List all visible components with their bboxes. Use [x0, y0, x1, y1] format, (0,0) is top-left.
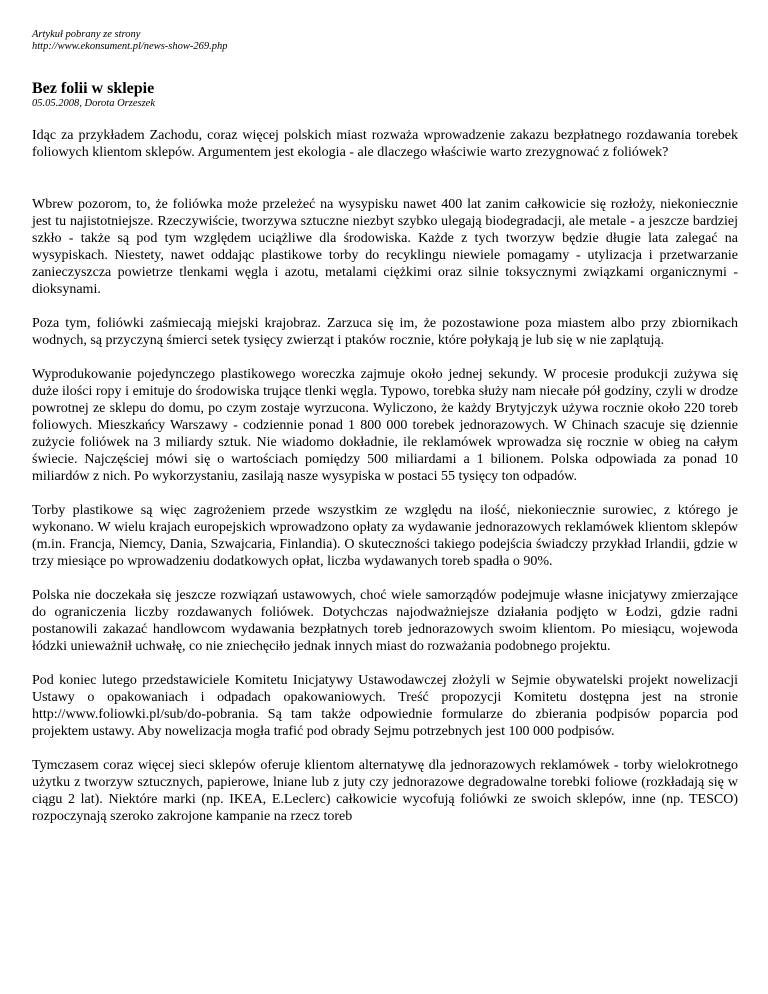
article-paragraph: Torby plastikowe są więc zagrożeniem przede wszystkim ze względu na ilość, niekoniecznie surowiec, z którego je wykonano. W wielu krajach europejskich wprowadzono opłaty za wydawanie jednorazowych reklamówek klientom sklepów (m.in. Francja, Niemcy, Dania, Szwajcaria, Finlandia). O skuteczności takiego podejścia świadczy przykład Irlandii, gdzie w trzy miesiące po wprowadzeniu dodatkowych opłat, liczba wydawanych toreb spadła o 90%.: [32, 503, 738, 569]
article-paragraph: Wyprodukowanie pojedynczego plastikowego woreczka zajmuje około jednej sekundy. W procesie produkcji zużywa się duże ilości ropy i emituje do środowiska trujące tlenki węgla. Typowo, torebka służy nam niecałe pół godziny, czyli w drodze powrotnej ze sklepu do domu, po czym zostaje wyrzucona. Wyliczono, że każdy Brytyjczyk używa rocznie około 220 toreb foliowych. Mieszkańcy Warszawy - codziennie ponad 1 800 000 torebek jednorazowych. W Chinach szacuje się dziennie zużycie foliówek na 3 miliardy sztuk. Nie wiadomo dokładnie, ile reklamówek wprowadza się rocznie w obieg na całym świecie. Najczęściej mówi się o wartościach pomiędzy 500 miliardami a 1 bilionem. Polska odpowiada za ponad 10 miliardów z nich. Po wykorzystaniu, zasilają nasze wysypiska w postaci 55 tysięcy ton odpadów.: [32, 367, 738, 484]
article-paragraph: Tymczasem coraz więcej sieci sklepów oferuje klientom alternatywę dla jednorazowych reklamówek - torby wielokrotnego użytku z tworzyw sztucznych, papierowe, lniane lub z juty czy jednorazowe degradowalne torebki foliowe (rozkładają się w ciągu 2 lat). Niektóre marki (np. IKEA, E.Leclerc) całkowicie wycofują foliówki ze swoich sklepów, inne (np. TESCO) rozpoczynają szeroko zakrojone kampanie na rzecz toreb: [32, 758, 738, 824]
article-body: [32, 196, 738, 825]
source-url: http://www.ekonsument.pl/news-show-269.php: [32, 41, 228, 52]
article-paragraph: Polska nie doczekała się jeszcze rozwiązań ustawowych, choć wiele samorządów podejmuje własne inicjatywy zmierzające do ograniczenia liczby rozdawanych foliówek. Dotychczas najodważniejsze działania podjęto w Łodzi, gdzie radni postanowili zakazać handlowcom wydawania bezpłatnych toreb jednorazowych swoim klientom. Po miesiącu, wojewoda łódzki unieważnił uchwałę, co nie zniechęciło jednak innych miast do rozważania podobnego projektu.: [32, 588, 738, 654]
article-paragraph: Poza tym, foliówki zaśmiecają miejski krajobraz. Zarzuca się im, że pozostawione poza miastem albo przy zbiornikach wodnych, są przyczyną śmierci setek tysięcy zwierząt i ptaków rocznie, które połykają je lub się w nie zaplątują.: [32, 316, 738, 348]
article-date-author: 05.05.2008, Dorota Orzeszek: [32, 98, 155, 109]
article-title: Bez folii w sklepie: [32, 80, 155, 97]
source-label: Artykuł pobrany ze strony: [32, 29, 141, 40]
article-paragraph: Wbrew pozorom, to, że foliówka może przeleżeć na wysypisku nawet 400 lat zanim całkowicie się rozłoży, niekoniecznie jest tu najistotniejsze. Rzeczywiście, tworzywa sztuczne niezbyt szybko ulegają biodegradacji, ale metale - a jeszcze bardziej szkło - także są pod tym względem uciążliwe dla środowiska. Każde z tych tworzyw będzie długie lata zalegać na wysypiskach. Niestety, nawet oddając plastikowe torby do recyklingu niewiele pomagamy - utylizacja i przetwarzanie zanieczyszcza powietrze tlenkami węgla i azotu, metalami ciężkimi oraz silnie toksycznymi związkami organicznymi - dioksynami.: [32, 197, 738, 297]
article-paragraph: Pod koniec lutego przedstawiciele Komitetu Inicjatywy Ustawodawczej złożyli w Sejmie obywatelski projekt nowelizacji Ustawy o opakowaniach i odpadach opakowaniowych. Treść propozycji Komitetu dostępna jest na stronie http://www.foliowki.pl/sub/do-pobrania. Są tam także odpowiednie formularze do zbierania podpisów poparcia pod projektem ustawy. Aby nowelizacja mogła trafić pod obrady Sejmu potrzebnych jest 100 000 podpisów.: [32, 673, 738, 739]
article-lead: Idąc za przykładem Zachodu, coraz więcej polskich miast rozważa wprowadzenie zakazu bezpłatnego rozdawania torebek foliowych klientom sklepów. Argumentem jest ekologia - ale dlaczego właściwie warto zrezygnować z foliówek?: [32, 128, 738, 160]
document-page: [32, 0, 738, 842]
source-note: [32, 29, 738, 53]
